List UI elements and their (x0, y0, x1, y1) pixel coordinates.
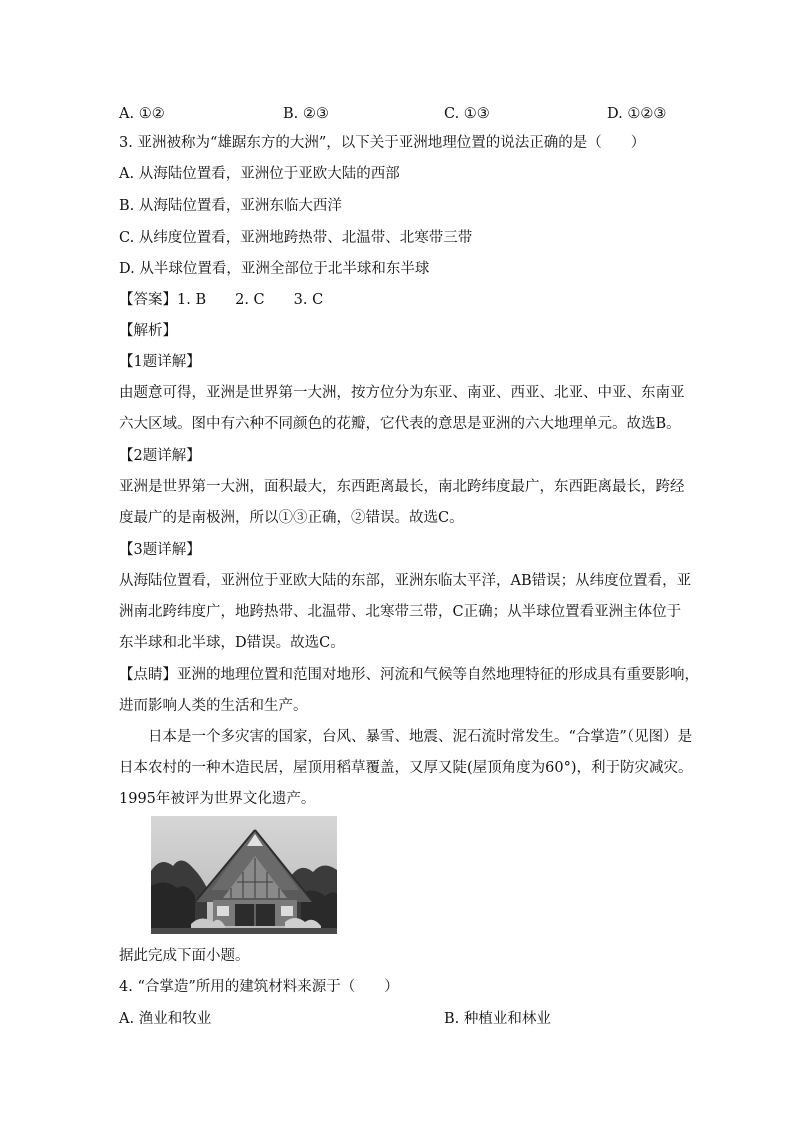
detail-2-heading: 【2题详解】 (119, 448, 201, 464)
q3-option-b: B. 从海陆位置看，亚洲东临大西洋 (119, 198, 342, 214)
thatched-house-photo (151, 816, 337, 934)
answer-line: 【答案】1. B 2. C 3. C (119, 292, 324, 308)
detail-1-heading: 【1题详解】 (119, 354, 201, 370)
q2-option-d: D. ①②③ (607, 106, 667, 122)
instruction-line: 据此完成下面小题。 (119, 948, 250, 964)
detail-3-heading: 【3题详解】 (119, 542, 201, 558)
tip-line-1: 【点睛】亚洲的地理位置和范围对地形、河流和气候等自然地理特征的形成具有重要影响， (119, 667, 699, 683)
q3-stem: 3. 亚洲被称为“雄踞东方的大洲”，以下关于亚洲地理位置的说法正确的是（ ） (119, 135, 646, 151)
tip-line-2: 进而影响人类的生活和生产。 (119, 698, 308, 714)
detail-1-line-2: 六大区域。图中有六种不同颜色的花瓣，它代表的意思是亚洲的六大地理单元。故选B。 (119, 416, 681, 432)
detail-3-line-2: 洲南北跨纬度广，地跨热带、北温带、北寒带三带，C正确；从半球位置看亚洲主体位于 (119, 604, 682, 620)
passage-line-2: 日本农村的一种木造民居，屋顶用稻草覆盖，又厚又陡(屋顶角度为60°)，利于防灾减灾。 (119, 760, 693, 776)
detail-2-line-1: 亚洲是世界第一大洲，面积最大，东西距离最长，南北跨纬度最广，东西距离最长，跨经 (119, 479, 685, 495)
q3-option-a: A. 从海陆位置看，亚洲位于亚欧大陆的西部 (119, 166, 400, 182)
detail-2-line-2: 度最广的是南极洲，所以①③正确，②错误。故选C。 (119, 510, 464, 526)
detail-3-line-3: 东半球和北半球，D错误。故选C。 (119, 635, 345, 651)
passage-line-3: 1995年被评为世界文化遗产。 (119, 791, 316, 807)
detail-1-line-1: 由题意可得，亚洲是世界第一大洲，按方位分为东亚、南亚、西亚、北亚、中亚、东南亚 (119, 385, 685, 401)
q3-option-c: C. 从纬度位置看，亚洲地跨热带、北温带、北寒带三带 (119, 230, 473, 246)
passage-line-1: 日本是一个多灾害的国家，台风、暴雪、地震、泥石流时常发生。“合掌造”（见图）是 (119, 729, 693, 745)
detail-3-line-1: 从海陆位置看，亚洲位于亚欧大陆的东部，亚洲东临太平洋，AB错误；从纬度位置看，亚 (119, 573, 692, 589)
analysis-heading: 【解析】 (119, 323, 177, 339)
q4-option-a: A. 渔业和牧业 (119, 1011, 212, 1027)
q4-option-b: B. 种植业和林业 (444, 1011, 551, 1027)
q4-stem: 4. “合掌造”所用的建筑材料来源于（ ） (119, 979, 399, 995)
q2-option-c: C. ①③ (444, 106, 490, 122)
q3-option-d: D. 从半球位置看，亚洲全部位于北半球和东半球 (119, 261, 430, 277)
q2-option-b: B. ②③ (283, 106, 329, 122)
q2-option-a: A. ①② (119, 106, 165, 122)
